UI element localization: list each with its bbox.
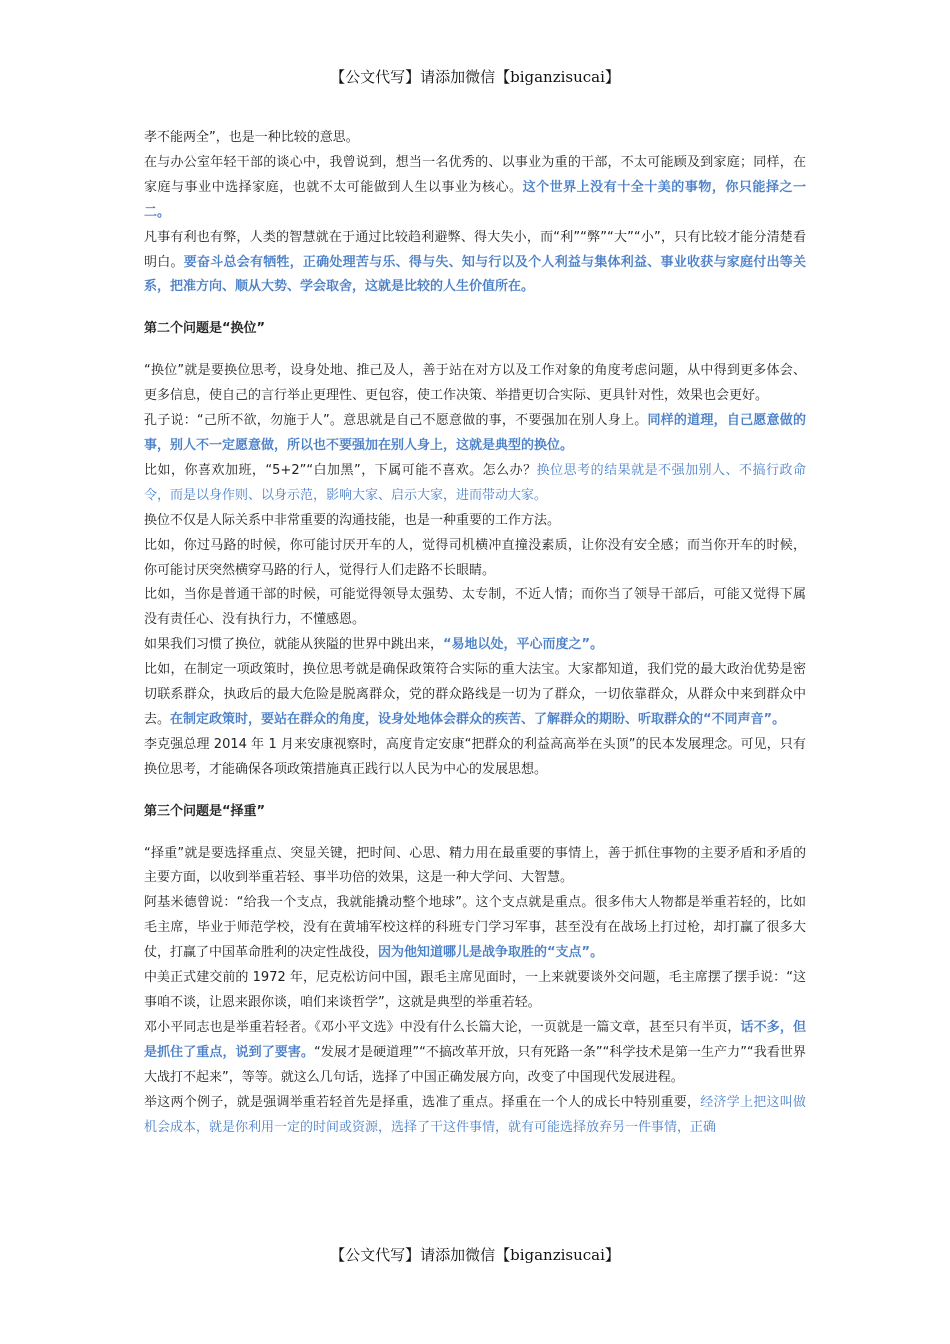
text-run: 李克强总理 2014 年 1 月来安康视察时，高度肯定安康“把群众的利益高高举在头顶”的民本发展理念。可见，只有换位思考，才能确保各项政策措施真正践行以人民为中心的发展思想。 xyxy=(144,736,806,777)
document-body xyxy=(144,126,806,1140)
text-run: 凡事有利也有弊，人类的智慧就在于通过比较趋利避弊、得大失小，而“利”“弊”“大”“小”，只有比较才能分清楚看明白。 xyxy=(144,229,806,270)
text-run: 孔子说：“己所不欲，勿施于人”。意思就是自己不愿意做的事，不要强加在别人身上。 xyxy=(144,413,648,429)
section-heading xyxy=(144,317,806,342)
paragraph xyxy=(144,126,806,151)
highlighted-text: 话不多，但是抓住了重点，说到了要害。 xyxy=(144,1019,806,1060)
paragraph xyxy=(144,1016,806,1091)
paragraph xyxy=(144,891,806,966)
text-run: 比如，当你是普通干部的时候，可能觉得领导太强势、太专制，不近人情；而你当了领导干部后，可能又觉得下属没有责任心、没有执行力，不懂感恩。 xyxy=(144,587,806,628)
highlighted-text: “易地以处，平心而度之”。 xyxy=(443,637,604,653)
text-run: 在与办公室年轻干部的谈心中，我曾说到，想当一名优秀的、以事业为重的干部，不太可能顾及到家庭；同样，在家庭与事业中选择家庭，也就不太可能做到人生以事业为核心。 xyxy=(144,154,806,195)
paragraph xyxy=(144,509,806,534)
text-run: “换位”就是要换位思考，设身处地、推己及人，善于站在对方以及工作对象的角度考虑问题，从中得到更多体会、更多信息，使自己的言行举止更理性、更包容，使工作决策、举措更切合实际、更具针对性，效果也会更好。 xyxy=(144,363,806,404)
highlighted-text: 换位思考的结果就是不强加别人、不搞行政命令，而是以身作则、以身示范，影响大家、启示大家，进而带动大家。 xyxy=(144,462,806,503)
text-run: 第三个问题是“择重” xyxy=(144,803,266,819)
text-run: “择重”就是要选择重点、突显关键，把时间、心思、精力用在最重要的事情上，善于抓住事物的主要矛盾和矛盾的主要方面，以收到举重若轻、事半功倍的效果，这是一种大学问、大智慧。 xyxy=(144,845,806,886)
paragraph xyxy=(144,733,806,783)
paragraph xyxy=(144,1091,806,1141)
paragraph xyxy=(144,226,806,301)
text-run: 第二个问题是“换位” xyxy=(144,321,266,337)
text-run: 换位不仅是人际关系中非常重要的沟通技能，也是一种重要的工作方法。 xyxy=(144,512,561,528)
highlighted-text: 要奋斗总会有牺牲，正确处理苦与乐、得与失、知与行以及个人利益与集体利益、事业收获与家庭付出等关系，把准方向、顺从大势、学会取舍，这就是比较的人生价值所在。 xyxy=(144,254,806,295)
paragraph xyxy=(144,359,806,409)
text-run: 比如，你喜欢加班，“5+2”“白加黑”，下属可能不喜欢。怎么办？ xyxy=(144,462,537,478)
text-run: 比如，你过马路的时候，你可能讨厌开车的人，觉得司机横冲直撞没素质，让你没有安全感；而当你开车的时候，你可能讨厌突然横穿马路的行人，觉得行人们走路不长眼睛。 xyxy=(144,537,806,578)
highlighted-text: 这个世界上没有十全十美的事物，你只能择之一二。 xyxy=(144,179,806,220)
text-run: “发展才是硬道理”“不搞改革开放，只有死路一条”“科学技术是第一生产力”“我看世界大战打不起来”，等等。就这么几句话，选择了中国正确发展方向，改变了中国现代发展进程。 xyxy=(144,1044,806,1085)
text-run: 比如，在制定一项政策时，换位思考就是确保政策符合实际的重大法宝。大家都知道，我们党的最大政治优势是密切联系群众，执政后的最大危险是脱离群众，党的群众路线是一切为了群众，一切依靠群众，从群众中来到群众中去。 xyxy=(144,662,806,727)
paragraph xyxy=(144,459,806,509)
highlighted-text: 同样的道理，自己愿意做的事，别人不一定愿意做，所以也不要强加在别人身上，这就是典型的换位。 xyxy=(144,413,806,453)
page-header: 【公文代写】请添加微信【biganzisucai】 xyxy=(330,68,620,86)
highlighted-text: 经济学上把这叫做机会成本，就是你利用一定的时间或资源，选择了干这件事情，就有可能选择放弃另一件事情，正确 xyxy=(144,1094,806,1135)
text-run: 如果我们习惯了换位，就能从狭隘的世界中跳出来， xyxy=(144,637,444,653)
paragraph xyxy=(144,966,806,1016)
paragraph xyxy=(144,842,806,892)
text-run: 邓小平同志也是举重若轻者。《邓小平文选》中没有什么长篇大论，一页就是一篇文章，甚至只有半页， xyxy=(144,1019,741,1035)
page-footer: 【公文代写】请添加微信【biganzisucai】 xyxy=(330,1246,620,1264)
paragraph xyxy=(144,534,806,584)
text-run: 孝不能两全”，也是一种比较的意思。 xyxy=(144,130,359,145)
section-heading xyxy=(144,800,806,825)
text-run: 阿基米德曾说：“给我一个支点，我就能撬动整个地球”。这个支点就是重点。很多伟大人物都是举重若轻的，比如毛主席，毕业于师范学校，没有在黄埔军校这样的科班专门学习军事，甚至没有在战场上打过枪，却打赢了很多大仗，打赢了中国革命胜利的决定性战役， xyxy=(144,895,806,961)
paragraph xyxy=(144,658,806,733)
paragraph xyxy=(144,409,806,459)
highlighted-text: 因为他知道哪儿是战争取胜的“支点”。 xyxy=(378,945,604,961)
highlighted-text: 在制定政策时，要站在群众的角度，设身处地体会群众的疾苦、了解群众的期盼、听取群众的“不同声音”。 xyxy=(170,711,786,727)
paragraph xyxy=(144,633,806,658)
text-run: 举这两个例子，就是强调举重若轻首先是择重，选准了重点。择重在一个人的成长中特别重要， xyxy=(144,1094,701,1110)
text-run: 中美正式建交前的 1972 年，尼克松访问中国，跟毛主席见面时，一上来就要谈外交问题，毛主席摆了摆手说：“这事咱不谈，让恩来跟你谈，咱们来谈哲学”，这就是典型的举重若轻。 xyxy=(144,970,806,1010)
paragraph xyxy=(144,151,806,226)
paragraph xyxy=(144,583,806,633)
